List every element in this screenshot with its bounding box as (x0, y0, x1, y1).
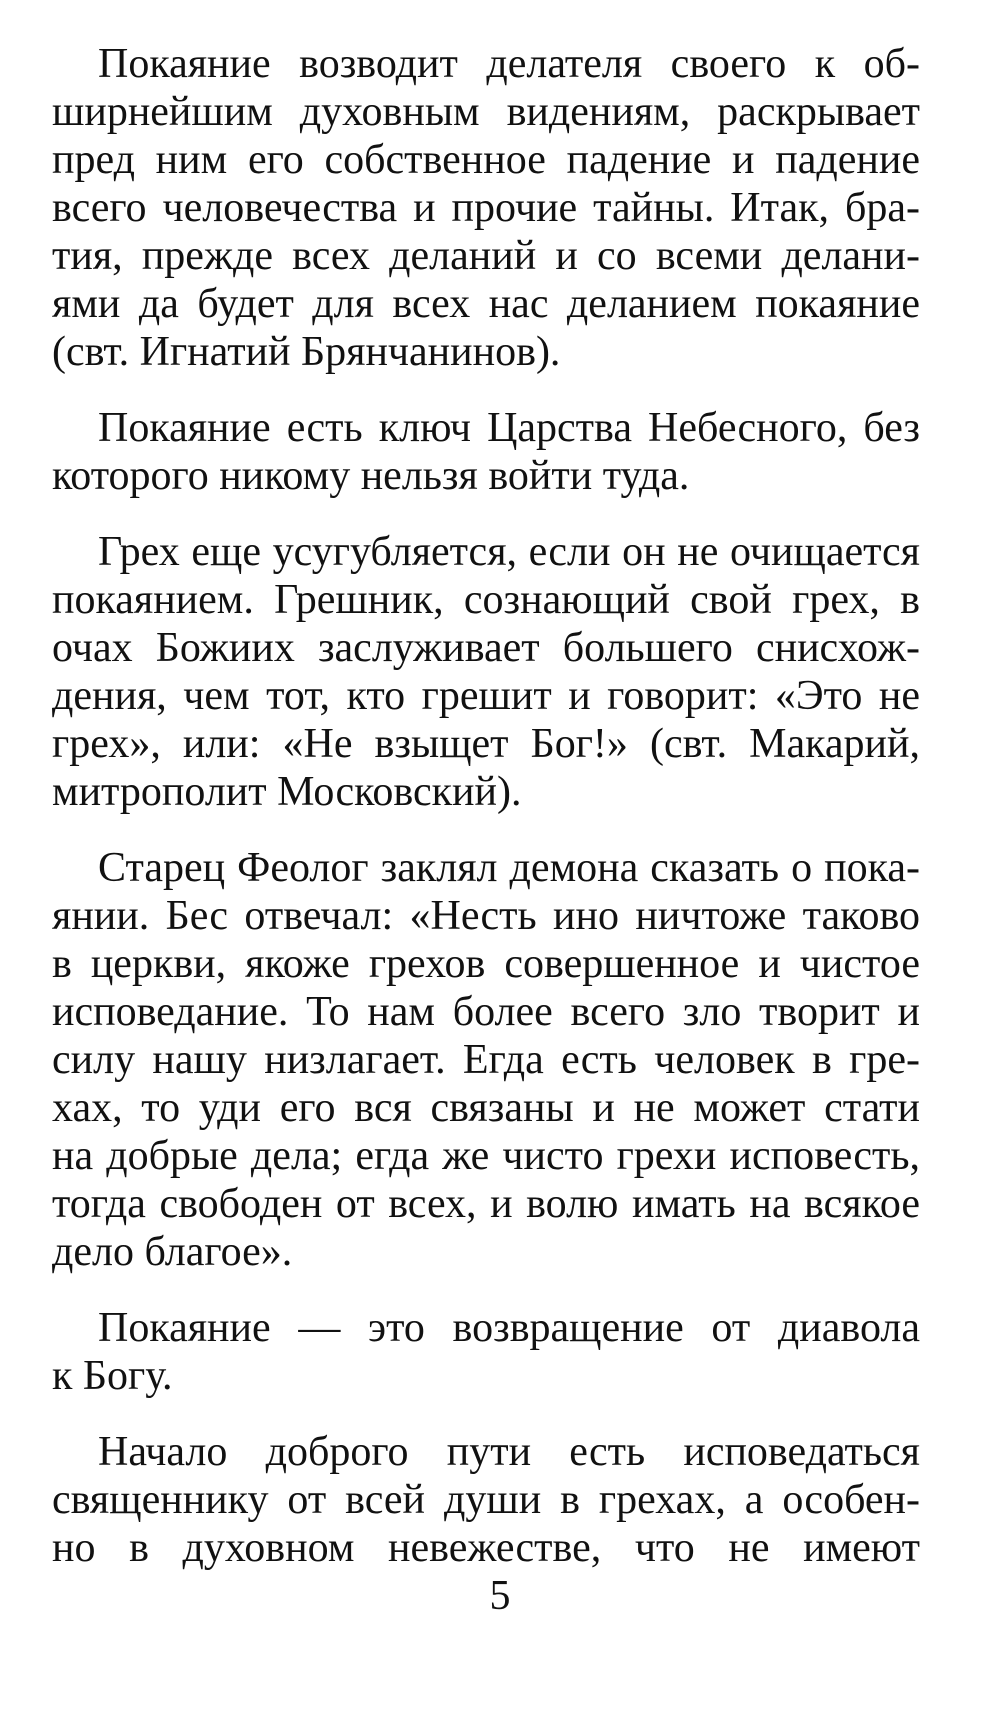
text-line: но в духовном невежестве, что не имеют (52, 1525, 920, 1571)
paragraph-2 (52, 404, 920, 500)
text-line: дело благое». (52, 1229, 293, 1275)
text-line: к Богу. (52, 1353, 173, 1399)
text-line: хах, то уди его вся связаны и не может стати (52, 1085, 920, 1131)
text-line: в церкви, якоже грехов совершенное и чистое (52, 941, 920, 987)
text-line: Грех еще усугубляется, если он не очищается (98, 529, 920, 575)
text-line: (свт. Игнатий Брянчанинов). (52, 329, 561, 375)
text-line: исповедание. То нам более всего зло творит и (52, 989, 920, 1035)
text-line: покаянием. Грешник, сознающий свой грех, в (52, 577, 920, 623)
text-line: Покаяние возводит делателя своего к об- (98, 41, 920, 87)
paragraph-1 (52, 40, 920, 376)
text-line: силу нашу низлагает. Егда есть человек в гре- (52, 1037, 920, 1083)
paragraph-4 (52, 844, 920, 1276)
text-line: дения, чем тот, кто грешит и говорит: «Это не (52, 673, 920, 719)
text-line: ширнейшим духовным видениям, раскрывает (52, 89, 920, 135)
paragraph-6 (52, 1428, 920, 1572)
text-line: священнику от всей души в грехах, а особен- (52, 1477, 920, 1523)
text-line: тия, прежде всех деланий и со всеми делани- (52, 233, 920, 279)
paragraph-3 (52, 528, 920, 816)
text-line: всего человечества и прочие тайны. Итак, бра- (52, 185, 920, 231)
text-line: которого никому нельзя войти туда. (52, 453, 690, 499)
page-body (52, 40, 920, 1600)
text-line: пред ним его собственное падение и падение (52, 137, 920, 183)
text-line: Покаяние есть ключ Царства Небесного, без (98, 405, 920, 451)
text-line: митрополит Московский). (52, 769, 522, 815)
text-line: на добрые дела; егда же чисто грехи исповесть, (52, 1133, 920, 1179)
paragraph-5 (52, 1304, 920, 1400)
text-line: Старец Феолог заклял демона сказать о пока- (98, 845, 920, 891)
text-line: грех», или: «Не взыщет Бог!» (свт. Макарий, (52, 721, 920, 767)
text-line: Покаяние — это возвращение от диавола (98, 1305, 920, 1351)
text-line: Начало доброго пути есть исповедаться (98, 1429, 920, 1475)
text-line: янии. Бес отвечал: «Несть ино ничтоже таково (52, 893, 920, 939)
text-line: ями да будет для всех нас деланием покаяние (52, 281, 920, 327)
text-line: тогда свободен от всех, и волю имать на всякое (52, 1181, 920, 1227)
text-line: очах Божиих заслуживает большего снисхож- (52, 625, 920, 671)
page-number: 5 (489, 1573, 511, 1619)
